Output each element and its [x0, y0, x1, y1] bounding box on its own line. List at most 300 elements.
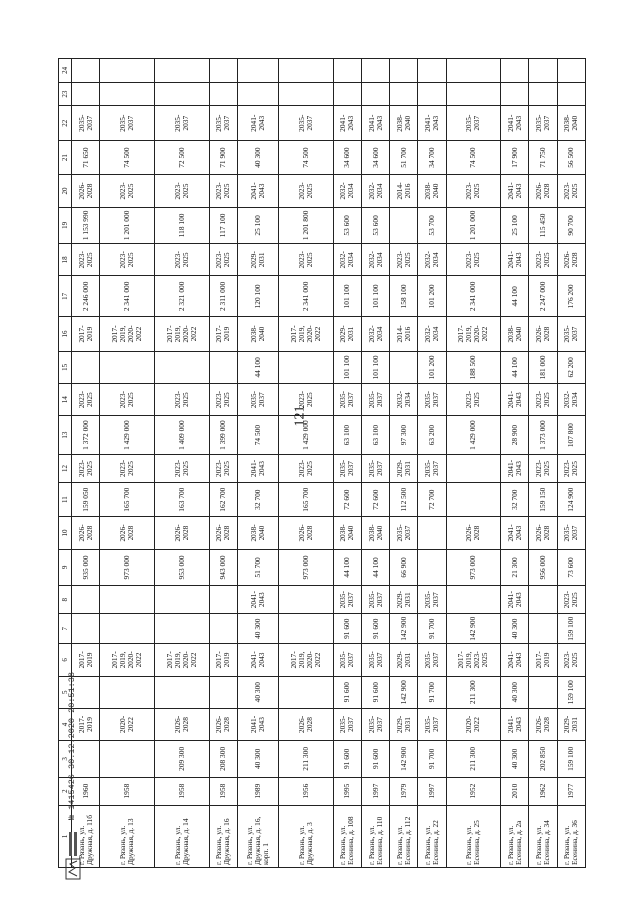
table-cell: 2023- 2025: [279, 175, 334, 207]
table-cell: 211 300: [279, 741, 334, 778]
column-header: 1: [59, 805, 72, 867]
table-cell: 2017- 2019: [72, 708, 100, 740]
table-cell: [209, 59, 237, 83]
table-cell: 91 600: [362, 676, 390, 708]
table-cell: 91 600: [333, 741, 361, 778]
table-cell: 62 200: [557, 351, 585, 383]
table-cell: [154, 676, 209, 708]
table-cell: [100, 59, 155, 83]
table-cell: 2017- 2019, 2020- 2022: [446, 317, 501, 351]
table-cell: 2041- 2043: [237, 708, 278, 740]
table-cell: 2026- 2028: [279, 708, 334, 740]
table-cell: 2035- 2037: [418, 586, 446, 614]
table-cell: 40 300: [501, 741, 529, 778]
table-cell: [446, 82, 501, 106]
table-cell: 211 300: [446, 676, 501, 708]
table-cell: 44 100: [501, 351, 529, 383]
table-cell: [72, 82, 100, 106]
address-cell: г. Рязань, ул. Есенина, д. 2а: [501, 805, 529, 867]
table-cell: 2023- 2025: [446, 175, 501, 207]
table-cell: 162 700: [209, 482, 237, 516]
table-cell: 2035- 2037: [362, 586, 390, 614]
table-cell: 2035- 2037: [72, 106, 100, 140]
column-header: 12: [59, 454, 72, 482]
table-cell: 63 100: [333, 416, 361, 455]
table-cell: 2026- 2028: [557, 244, 585, 276]
table-cell: 2 321 000: [154, 276, 209, 317]
table-cell: 72 500: [154, 140, 209, 174]
table-cell: 209 300: [154, 741, 209, 778]
table-cell: 2035- 2037: [154, 106, 209, 140]
table-cell: 2035- 2037: [333, 708, 361, 740]
table-cell: 2035- 2037: [333, 586, 361, 614]
column-header: 6: [59, 644, 72, 676]
table-cell: [279, 82, 334, 106]
rotated-table-container: [58, 58, 586, 868]
address-cell: г. Рязань, ул. Дружная, д. 14: [154, 805, 209, 867]
table-cell: 2035- 2037: [362, 384, 390, 416]
table-cell: 2041- 2043: [237, 586, 278, 614]
table-cell: 2017- 2019: [209, 317, 237, 351]
table-cell: 2023- 2025: [100, 175, 155, 207]
table-cell: 2023- 2025: [100, 454, 155, 482]
table-cell: 2026- 2028: [209, 708, 237, 740]
table-cell: [557, 82, 585, 106]
table-cell: [154, 59, 209, 83]
table-cell: 34 600: [333, 140, 361, 174]
table-cell: 124 900: [557, 482, 585, 516]
table-cell: 40 300: [237, 676, 278, 708]
address-cell: г. Рязань, ул. Дружная, д. 3: [279, 805, 334, 867]
table-cell: 2026- 2028: [529, 317, 557, 351]
table-cell: 101 100: [362, 351, 390, 383]
table-cell: 2029- 2031: [390, 708, 418, 740]
table-cell: [501, 82, 529, 106]
address-cell: г. Рязань, ул. Есенина, д. 36: [557, 805, 585, 867]
table-cell: [390, 207, 418, 244]
column-header: 16: [59, 317, 72, 351]
table-cell: [529, 676, 557, 708]
address-cell: г. Рязань, ул. Дружная, д. 11б: [72, 805, 100, 867]
column-header: 7: [59, 614, 72, 644]
table-cell: 2035- 2037: [237, 384, 278, 416]
table-cell: 2032- 2034: [362, 175, 390, 207]
table-cell: 2038- 2040: [390, 106, 418, 140]
table-cell: 2017- 2019: [72, 317, 100, 351]
table-cell: 107 800: [557, 416, 585, 455]
document-stamp-text: № 1415426 30.12.2020 20:51:38: [67, 672, 77, 820]
table-cell: [154, 586, 209, 614]
table-cell: 73 600: [557, 549, 585, 586]
table-cell: 2 246 000: [72, 276, 100, 317]
table-row: [209, 59, 237, 868]
table-cell: [209, 351, 237, 383]
table-cell: 1 429 000: [446, 416, 501, 455]
table-cell: 2023- 2025: [446, 384, 501, 416]
table-cell: 2035- 2037: [333, 384, 361, 416]
address-cell: г. Рязань, ул. Есенина, д. 112: [390, 805, 418, 867]
table-cell: 2020- 2022: [100, 708, 155, 740]
table-cell: 2026- 2028: [529, 517, 557, 549]
table-cell: [390, 351, 418, 383]
table-cell: 1997: [418, 777, 446, 805]
address-cell: г. Рязань, ул. Есенина, д. 110: [362, 805, 390, 867]
table-cell: 2023- 2025: [72, 454, 100, 482]
footer: [68, 320, 88, 880]
table-cell: [362, 59, 390, 83]
table-cell: 2017- 2019, 2023- 2025: [446, 644, 501, 676]
table-cell: 40 300: [237, 140, 278, 174]
table-cell: 2041- 2043: [237, 175, 278, 207]
table-cell: [279, 614, 334, 644]
table-cell: 91 600: [333, 614, 361, 644]
table-cell: 2035- 2037: [390, 517, 418, 549]
table-cell: 159 100: [557, 676, 585, 708]
table-cell: 2014- 2016: [390, 317, 418, 351]
table-cell: 2032- 2034: [333, 244, 361, 276]
table-cell: 2017- 2019, 2020- 2022: [100, 644, 155, 676]
table-row: [100, 59, 155, 868]
table-cell: 2029- 2031: [390, 586, 418, 614]
table-cell: [209, 586, 237, 614]
table-cell: [279, 351, 334, 383]
table-cell: 2 311 000: [209, 276, 237, 317]
table-cell: 118 100: [154, 207, 209, 244]
table-cell: 28 900: [501, 416, 529, 455]
table-cell: 40 300: [237, 614, 278, 644]
column-header: 22: [59, 106, 72, 140]
table-cell: [390, 82, 418, 106]
table-cell: 142 900: [390, 614, 418, 644]
table-cell: 2023- 2025: [529, 454, 557, 482]
table-cell: 2023- 2025: [279, 384, 334, 416]
table-cell: 2023- 2025: [100, 384, 155, 416]
table-cell: 2032- 2034: [418, 244, 446, 276]
table-cell: 53 600: [333, 207, 361, 244]
column-header: 19: [59, 207, 72, 244]
table-cell: 101 100: [333, 276, 361, 317]
table-cell: 1952: [446, 777, 501, 805]
column-header: 4: [59, 708, 72, 740]
table-cell: 2032- 2034: [362, 244, 390, 276]
table-cell: 101 100: [362, 276, 390, 317]
table-cell: 51 700: [237, 549, 278, 586]
table-cell: 2026- 2028: [446, 517, 501, 549]
table-cell: 2035- 2037: [362, 644, 390, 676]
table-cell: 101 100: [333, 351, 361, 383]
stamp-logo: [64, 830, 82, 880]
table-cell: 165 700: [100, 482, 155, 516]
column-header: 9: [59, 549, 72, 586]
table-cell: 159 150: [529, 482, 557, 516]
table-cell: 44 100: [362, 549, 390, 586]
table-cell: 1960: [72, 777, 100, 805]
table-cell: 2023- 2025: [557, 175, 585, 207]
table-cell: 2041- 2043: [237, 644, 278, 676]
table-cell: 117 100: [209, 207, 237, 244]
table-cell: 2026- 2028: [279, 517, 334, 549]
table-cell: 40 300: [237, 741, 278, 778]
table-cell: 2017- 2019: [72, 644, 100, 676]
table-cell: 44 100: [333, 549, 361, 586]
table-cell: 2038- 2040: [418, 175, 446, 207]
table-cell: [100, 676, 155, 708]
table-cell: 1 429 000: [279, 416, 334, 455]
column-header: 21: [59, 140, 72, 174]
table-cell: 2041- 2043: [501, 175, 529, 207]
table-cell: 2041- 2043: [501, 644, 529, 676]
table-cell: 2041- 2043: [237, 454, 278, 482]
column-header: 14: [59, 384, 72, 416]
table-cell: 2035- 2037: [418, 644, 446, 676]
table-cell: 2029- 2031: [557, 708, 585, 740]
table-cell: 2035- 2037: [418, 384, 446, 416]
table-cell: 56 500: [557, 140, 585, 174]
table-cell: 2029- 2031: [390, 644, 418, 676]
column-header: 2: [59, 777, 72, 805]
table-cell: [446, 482, 501, 516]
table-cell: 2038- 2040: [362, 517, 390, 549]
table-cell: 2 341 000: [100, 276, 155, 317]
table-cell: [100, 586, 155, 614]
table-cell: 25 100: [237, 207, 278, 244]
table-cell: 2023- 2025: [209, 454, 237, 482]
table-cell: [529, 82, 557, 106]
column-header: 5: [59, 676, 72, 708]
table-cell: [418, 59, 446, 83]
table-cell: 1 399 000: [209, 416, 237, 455]
table-cell: 2023- 2025: [154, 454, 209, 482]
table-cell: 956 000: [529, 549, 557, 586]
table-cell: 2023- 2025: [529, 244, 557, 276]
table-cell: 1979: [390, 777, 418, 805]
table-cell: 2023- 2025: [154, 384, 209, 416]
table-cell: 66 900: [390, 549, 418, 586]
table-cell: [100, 82, 155, 106]
table-cell: 2026- 2028: [529, 175, 557, 207]
table-cell: 21 300: [501, 549, 529, 586]
table-cell: 973 000: [446, 549, 501, 586]
table-cell: 91 700: [418, 676, 446, 708]
table-cell: [333, 59, 361, 83]
page-number: 121: [292, 405, 308, 427]
table-cell: 2041- 2043: [501, 454, 529, 482]
table-cell: 2035- 2037: [362, 454, 390, 482]
table-cell: 2023- 2025: [279, 244, 334, 276]
table-cell: 74 500: [446, 140, 501, 174]
table-cell: 34 700: [418, 140, 446, 174]
table-cell: 44 100: [237, 351, 278, 383]
table-cell: [333, 82, 361, 106]
table-cell: 2017- 2019, 2020- 2022: [100, 317, 155, 351]
table-cell: 1 153 990: [72, 207, 100, 244]
table-cell: 2023- 2025: [154, 175, 209, 207]
table-cell: [418, 517, 446, 549]
table-cell: 953 000: [154, 549, 209, 586]
table-cell: 2 247 000: [529, 276, 557, 317]
table-cell: [529, 614, 557, 644]
table-cell: 2023- 2025: [209, 175, 237, 207]
column-header: 17: [59, 276, 72, 317]
table-cell: 2041- 2043: [362, 106, 390, 140]
table-cell: 2023- 2025: [154, 244, 209, 276]
table-cell: [100, 741, 155, 778]
table-cell: [154, 351, 209, 383]
table-cell: 112 500: [390, 482, 418, 516]
table-cell: 188 500: [446, 351, 501, 383]
table-cell: 202 850: [529, 741, 557, 778]
table-cell: 2026- 2028: [209, 517, 237, 549]
table-cell: [237, 82, 278, 106]
table-cell: 2017- 2019, 2020- 2022: [154, 317, 209, 351]
table-cell: [154, 82, 209, 106]
table-cell: [446, 586, 501, 614]
table-cell: 2035- 2037: [362, 708, 390, 740]
table-cell: 40 300: [501, 614, 529, 644]
table-cell: [209, 82, 237, 106]
table-cell: 2023- 2025: [557, 586, 585, 614]
table-cell: [390, 59, 418, 83]
table-cell: 2023- 2025: [557, 644, 585, 676]
table-cell: 17 900: [501, 140, 529, 174]
table-cell: 1958: [154, 777, 209, 805]
table-cell: 2026- 2028: [154, 708, 209, 740]
table-cell: 2017- 2019, 2020- 2022: [154, 644, 209, 676]
table-cell: 2041- 2043: [501, 586, 529, 614]
table-cell: 2032- 2034: [390, 384, 418, 416]
table-cell: 2032- 2034: [333, 175, 361, 207]
table-cell: 1958: [100, 777, 155, 805]
table-cell: 2035- 2037: [446, 106, 501, 140]
table-cell: 2038- 2040: [237, 317, 278, 351]
table-cell: [446, 59, 501, 83]
table-cell: 91 700: [418, 741, 446, 778]
table-cell: 2023- 2025: [100, 244, 155, 276]
table-cell: 2032- 2034: [557, 384, 585, 416]
address-cell: г. Рязань, ул. Дружная, д. 16: [209, 805, 237, 867]
address-cell: г. Рязань, ул. Есенина, д. 22: [418, 805, 446, 867]
table-cell: 2017- 2019: [529, 644, 557, 676]
table-cell: [237, 59, 278, 83]
table-cell: 1958: [209, 777, 237, 805]
table-cell: 2035- 2037: [333, 454, 361, 482]
column-header: 23: [59, 82, 72, 106]
table-cell: 1989: [237, 777, 278, 805]
table-cell: 2035- 2037: [418, 454, 446, 482]
table-cell: 2023- 2025: [557, 454, 585, 482]
table-cell: 943 000: [209, 549, 237, 586]
table-cell: [501, 59, 529, 83]
table-cell: 142 900: [446, 614, 501, 644]
table-cell: 159 100: [557, 741, 585, 778]
table-cell: 71 900: [209, 140, 237, 174]
table-cell: 2029- 2031: [390, 454, 418, 482]
table-cell: 935 000: [72, 549, 100, 586]
table-cell: 159 050: [72, 482, 100, 516]
column-header: 3: [59, 741, 72, 778]
table-cell: 1 372 000: [72, 416, 100, 455]
table-cell: 2020- 2022: [446, 708, 501, 740]
table-cell: 2038- 2040: [237, 517, 278, 549]
table-cell: [209, 676, 237, 708]
table-cell: 2017- 2019: [209, 644, 237, 676]
table-cell: [418, 549, 446, 586]
table-cell: 101 200: [418, 276, 446, 317]
table-cell: 1 429 000: [100, 416, 155, 455]
table-row: [333, 59, 361, 868]
table-cell: 2026- 2028: [154, 517, 209, 549]
table-cell: 2041- 2043: [237, 106, 278, 140]
table-cell: 1 409 000: [154, 416, 209, 455]
table-cell: 176 200: [557, 276, 585, 317]
table-cell: 973 000: [100, 549, 155, 586]
table-cell: 2038- 2040: [501, 317, 529, 351]
table-cell: 142 900: [390, 741, 418, 778]
table-cell: 2041- 2043: [333, 106, 361, 140]
table-cell: 71 750: [529, 140, 557, 174]
table-cell: 63 100: [362, 416, 390, 455]
table-row: [418, 59, 446, 868]
table-cell: 91 700: [418, 614, 446, 644]
table-cell: 163 700: [154, 482, 209, 516]
table-cell: 2023- 2025: [529, 384, 557, 416]
table-cell: 2032- 2034: [418, 317, 446, 351]
table-cell: 2035- 2037: [557, 317, 585, 351]
table-cell: 2023- 2025: [279, 454, 334, 482]
table-cell: [529, 586, 557, 614]
table-cell: [279, 676, 334, 708]
address-cell: г. Рязань, ул. Есенина, д. 108: [333, 805, 361, 867]
table-cell: 2035- 2037: [557, 517, 585, 549]
table-cell: 2035- 2037: [209, 106, 237, 140]
table-cell: 2035- 2037: [529, 106, 557, 140]
column-header: 8: [59, 586, 72, 614]
address-cell: г. Рязань, ул. Есенина, д. 25: [446, 805, 501, 867]
table-cell: 181 000: [529, 351, 557, 383]
table-cell: 53 600: [362, 207, 390, 244]
table-cell: 2 341 000: [279, 276, 334, 317]
table-cell: 51 700: [390, 140, 418, 174]
table-cell: 97 300: [390, 416, 418, 455]
table-cell: 2041- 2043: [501, 106, 529, 140]
table-cell: [209, 614, 237, 644]
table-cell: [100, 614, 155, 644]
table-cell: [72, 59, 100, 83]
table-cell: 72 600: [333, 482, 361, 516]
table-cell: [279, 586, 334, 614]
table-cell: 2032- 2034: [362, 317, 390, 351]
table-cell: 40 300: [501, 676, 529, 708]
table-cell: 2035- 2037: [100, 106, 155, 140]
table-cell: 142 900: [390, 676, 418, 708]
table-cell: 2041- 2043: [501, 244, 529, 276]
table-cell: 2026- 2028: [529, 708, 557, 740]
table-row: [557, 59, 585, 868]
table-cell: 74 500: [279, 140, 334, 174]
table-cell: 2026- 2028: [72, 517, 100, 549]
table-cell: 1 373 000: [529, 416, 557, 455]
table-cell: 211 300: [446, 741, 501, 778]
table-cell: 72 700: [418, 482, 446, 516]
table-cell: 1 201 800: [279, 207, 334, 244]
column-header: 10: [59, 517, 72, 549]
table-cell: [418, 82, 446, 106]
address-cell: г. Рязань, ул. Дружная, д. 13: [100, 805, 155, 867]
column-header: 20: [59, 175, 72, 207]
table-cell: 1977: [557, 777, 585, 805]
table-cell: 1962: [529, 777, 557, 805]
capital-repair-table: [58, 58, 586, 868]
